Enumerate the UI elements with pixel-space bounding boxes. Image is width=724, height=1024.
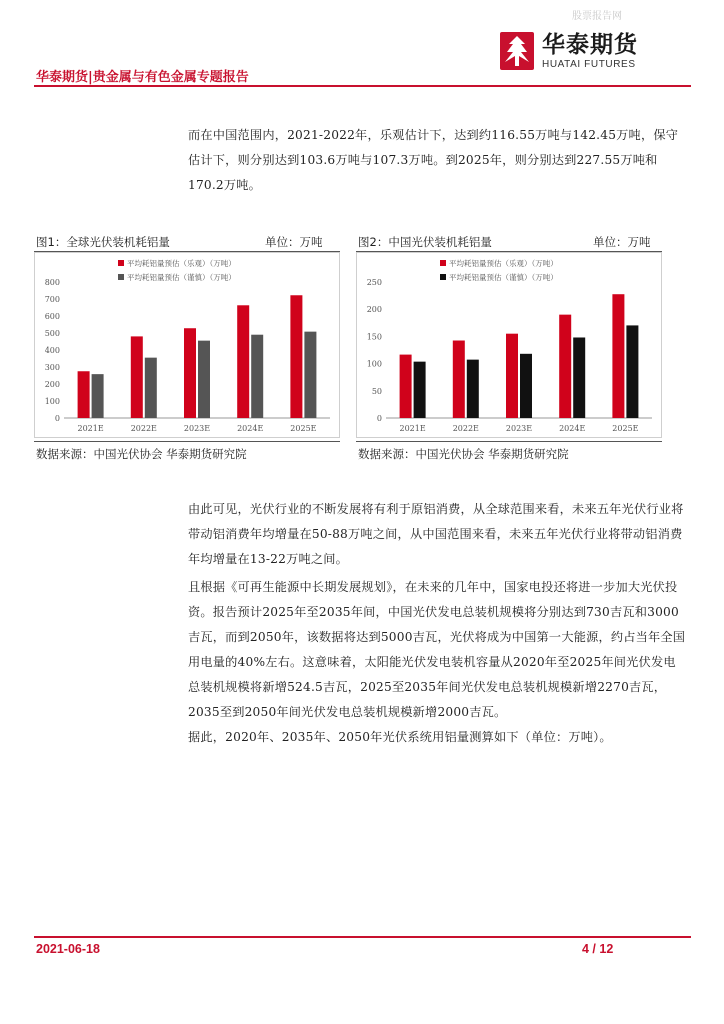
bar-2025E-series-1 xyxy=(612,294,624,418)
legend-label-2: 平均耗铝量预估（谨慎）（万吨） xyxy=(127,273,236,282)
bar-2024E-series-2 xyxy=(251,335,263,418)
x-tick-label: 2021E xyxy=(77,424,104,433)
x-tick-label: 2022E xyxy=(130,424,157,433)
watermark: 股票报告网 xyxy=(572,11,622,22)
paragraph-estimate: 据此，2020年、2035年、2050年光伏系统用铝量测算如下（单位：万吨）。 xyxy=(188,730,612,744)
figure-1-bottom-rule xyxy=(34,441,340,442)
figure-1-unit: 单位：万吨 xyxy=(265,235,323,249)
figure-2-chart xyxy=(356,252,662,438)
bar-2023E-series-1 xyxy=(506,334,518,418)
legend-label-1: 平均耗铝量预估（乐观）（万吨） xyxy=(127,259,236,268)
bar-2025E-series-1 xyxy=(290,295,302,418)
figure-1-chart xyxy=(34,252,340,438)
x-tick-label: 2023E xyxy=(183,424,211,433)
bar-2022E-series-2 xyxy=(145,358,157,418)
paragraph-conclusion: 由此可见，光伏行业的不断发展将有利于原铝消费，从全球范围来看，未来五年光伏行业将带动铝消费年均增量在50-88万吨之间，从中国范围来看，未来五年光伏行业将带动铝消费年均增量在13-22万吨之间。 xyxy=(188,502,684,566)
bar-2021E-series-2 xyxy=(414,362,426,418)
company-logo xyxy=(500,32,638,70)
logo-name-en: HUATAI FUTURES xyxy=(542,58,636,70)
bar-2023E-series-2 xyxy=(520,354,532,418)
y-tick-label: 700 xyxy=(44,295,60,304)
paragraph-china-range: 而在中国范围内，2021-2022年，乐观估计下，达到约116.55万吨与142.45万吨，保守估计下，则分别达到103.6万吨与107.3万吨。到2025年，则分别达到227.55万吨和170.2万吨。 xyxy=(188,128,679,192)
bar-2022E-series-1 xyxy=(453,341,465,418)
y-tick-label: 100 xyxy=(44,397,60,406)
legend-swatch-2 xyxy=(440,274,446,280)
y-tick-label: 400 xyxy=(44,346,60,355)
y-tick-label: 200 xyxy=(44,380,60,389)
x-tick-label: 2023E xyxy=(505,424,533,433)
x-tick-label: 2025E xyxy=(612,424,639,433)
legend-swatch-1 xyxy=(440,260,446,266)
bar-2025E-series-2 xyxy=(626,325,638,418)
figure-1-title: 图1：全球光伏装机耗铝量 xyxy=(36,235,170,249)
legend-label-2: 平均耗铝量预估（谨慎）（万吨） xyxy=(449,273,558,282)
footer-page-number: 4 / 12 xyxy=(582,942,614,956)
bar-2021E-series-2 xyxy=(92,374,104,418)
footer-divider xyxy=(34,936,691,938)
report-header-title: 华泰期货|贵金属与有色金属专题报告 xyxy=(36,70,249,85)
bar-2024E-series-1 xyxy=(237,305,249,418)
y-tick-label: 0 xyxy=(376,414,382,423)
x-tick-label: 2024E xyxy=(559,424,586,433)
header-divider xyxy=(34,85,691,87)
footer-date: 2021-06-18 xyxy=(36,942,100,956)
x-tick-label: 2025E xyxy=(290,424,317,433)
y-tick-label: 200 xyxy=(366,305,382,315)
figure-2-bottom-rule xyxy=(356,441,662,442)
y-tick-label: 0 xyxy=(54,414,60,423)
y-tick-label: 250 xyxy=(366,278,382,287)
bar-2024E-series-1 xyxy=(559,315,571,418)
x-tick-label: 2024E xyxy=(237,424,264,433)
bar-2022E-series-2 xyxy=(467,360,479,418)
legend-swatch-1 xyxy=(118,260,124,266)
y-tick-label: 500 xyxy=(44,329,60,338)
figure-2-title: 图2：中国光伏装机耗铝量 xyxy=(358,235,492,249)
y-tick-label: 300 xyxy=(44,363,60,372)
bar-2025E-series-2 xyxy=(304,332,316,418)
figure-2-source: 数据来源：中国光伏协会 华泰期货研究院 xyxy=(358,447,569,461)
x-tick-label: 2022E xyxy=(452,424,479,433)
huatai-logo-icon xyxy=(500,32,534,70)
y-tick-label: 150 xyxy=(366,332,382,342)
bar-2024E-series-2 xyxy=(573,337,585,418)
bar-2023E-series-2 xyxy=(198,341,210,418)
y-tick-label: 100 xyxy=(366,359,382,369)
figure-2-unit: 单位：万吨 xyxy=(593,235,651,249)
logo-name-cn: 华泰期货 xyxy=(542,31,638,58)
bar-2022E-series-1 xyxy=(131,336,143,418)
legend-swatch-2 xyxy=(118,274,124,280)
legend-label-1: 平均耗铝量预估（乐观）（万吨） xyxy=(449,259,558,268)
x-tick-label: 2021E xyxy=(399,424,426,433)
bar-2023E-series-1 xyxy=(184,328,196,418)
y-tick-label: 600 xyxy=(44,312,60,321)
y-tick-label: 50 xyxy=(371,386,382,396)
figure-1-source: 数据来源：中国光伏协会 华泰期货研究院 xyxy=(36,447,247,461)
bar-2021E-series-1 xyxy=(78,371,90,418)
paragraph-plan: 且根据《可再生能源中长期发展规划》，在未来的几年中，国家电投还将进一步加大光伏投资。报告预计2025年至2035年间，中国光伏发电总装机规模将分别达到730吉瓦和3000吉瓦，而到2050年，该数据将达到5000吉瓦，光伏将成为中国第一大能源，约占当年全国用电量的40%左右。这意味着，太阳能光伏发电装机容量从2020年至2025年间光伏发电总装机规模将新增524.5吉瓦，2025至2035年间光伏发电总装机规模新增2270吉瓦，2035至到2050年间光伏发电总装机规模新增2000吉瓦。 xyxy=(188,580,686,719)
y-tick-label: 800 xyxy=(44,278,60,287)
bar-2021E-series-1 xyxy=(400,355,412,418)
